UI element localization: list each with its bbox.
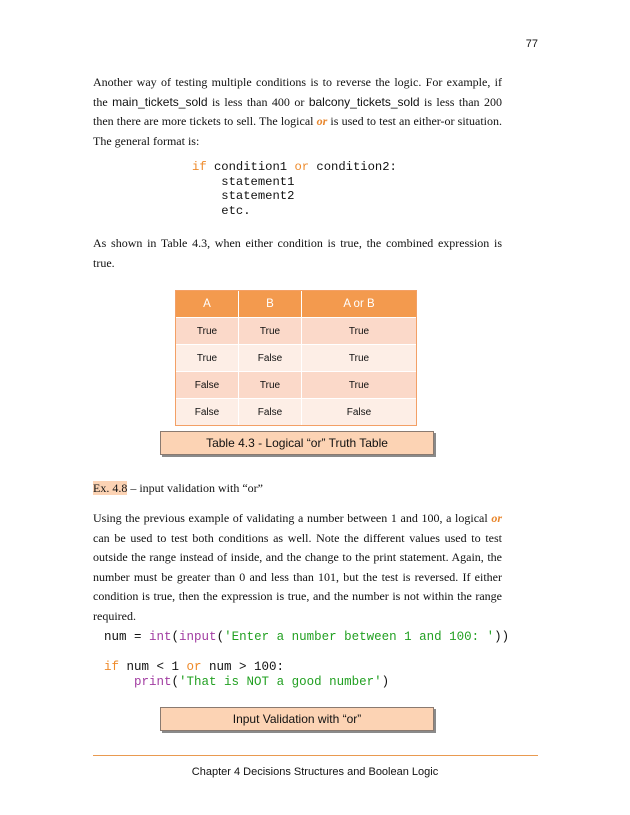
code-text: )) [494, 630, 510, 644]
code-if-keyword: if [104, 660, 120, 674]
table-row [176, 344, 416, 371]
code-or-keyword: or [186, 660, 202, 674]
var-balcony-tickets: balcony_tickets_sold [308, 94, 420, 109]
table-cell: True [302, 371, 416, 398]
intro-text-1: Another way of testing multiple conditions is to reverse the logic. For example, if the [93, 75, 502, 109]
table-cell: True [239, 317, 302, 344]
table-row [176, 371, 416, 398]
example-label: Ex. 4.8 [93, 481, 128, 495]
body-paragraph [93, 509, 502, 626]
code-statement1: statement1 [221, 174, 295, 189]
code-statement2: statement2 [221, 189, 295, 203]
table-cell: False [302, 398, 416, 425]
code-condition2: condition2: [316, 160, 397, 174]
table-cell: True [302, 317, 416, 344]
validation-code-block [104, 630, 509, 690]
table-cell: False [239, 344, 302, 371]
code-text: num > 100: [201, 660, 285, 674]
table-cell: True [239, 371, 302, 398]
intro-text-2: is less than 400 or [207, 94, 309, 109]
page-footer: Chapter 4 Decisions Structures and Boolean Logic [191, 766, 439, 778]
code-message-string: 'That is NOT a good number' [179, 675, 382, 689]
table-cell: False [176, 398, 239, 425]
table-row [176, 398, 416, 425]
body-text-1: Using the previous example of validating a number between 1 and 100, a logical [93, 511, 492, 525]
header-a-or-b: A or B [302, 291, 416, 317]
table-header-row [176, 291, 416, 317]
table-row [176, 317, 416, 344]
example-title: – input validation with “or” [127, 481, 263, 495]
table-cell: False [176, 371, 239, 398]
header-a: A [176, 291, 239, 317]
code-text: ( [216, 630, 225, 644]
table-intro-paragraph: As shown in Table 4.3, when either condition is true, the combined expression is true. [93, 236, 502, 270]
table-cell: True [302, 344, 416, 371]
code-caption: Input Validation with “or” [160, 707, 434, 731]
code-if-keyword: if [192, 160, 207, 174]
format-code-block [192, 160, 397, 218]
code-condition1: condition1 [213, 160, 288, 174]
page-number: 77 [525, 38, 538, 50]
table-cell: True [176, 317, 239, 344]
code-int-function: int [149, 630, 172, 644]
code-text: ( [171, 675, 180, 689]
table-cell: False [239, 398, 302, 425]
table-caption: Table 4.3 - Logical “or” Truth Table [160, 431, 434, 455]
footer-divider [93, 755, 538, 756]
code-input-function: input [179, 630, 217, 644]
code-text: ( [171, 630, 180, 644]
intro-text-4: is used to test an either-or situation. The general format is: [93, 114, 502, 148]
table-cell: True [176, 344, 239, 371]
code-text: ) [381, 675, 390, 689]
intro-paragraph [93, 73, 502, 151]
code-etc: etc. [221, 203, 251, 218]
code-text: num < 1 [119, 660, 187, 674]
example-heading [93, 479, 502, 499]
body-text-2: can be used to test both conditions as well. Note the different values used to test outside the range instead of inside, and the change to the print statement. Again, the number must be greater than 0 and less than 101, but the test is reversed. If either condition is true, then the expression is true, and the number is not within the range required. [93, 530, 502, 623]
or-keyword: or [316, 114, 328, 128]
var-main-tickets: main_tickets_sold [112, 94, 208, 109]
code-or-keyword: or [294, 160, 310, 174]
or-keyword: or [491, 511, 502, 525]
header-b: B [239, 291, 302, 317]
code-print-function: print [134, 675, 172, 689]
code-text: num = [104, 630, 150, 644]
intro-text-3: is less than 200 then there are more tickets to sell. The logical [93, 94, 502, 128]
code-prompt-string: 'Enter a number between 1 and 100: ' [224, 630, 495, 644]
truth-table [175, 290, 417, 426]
